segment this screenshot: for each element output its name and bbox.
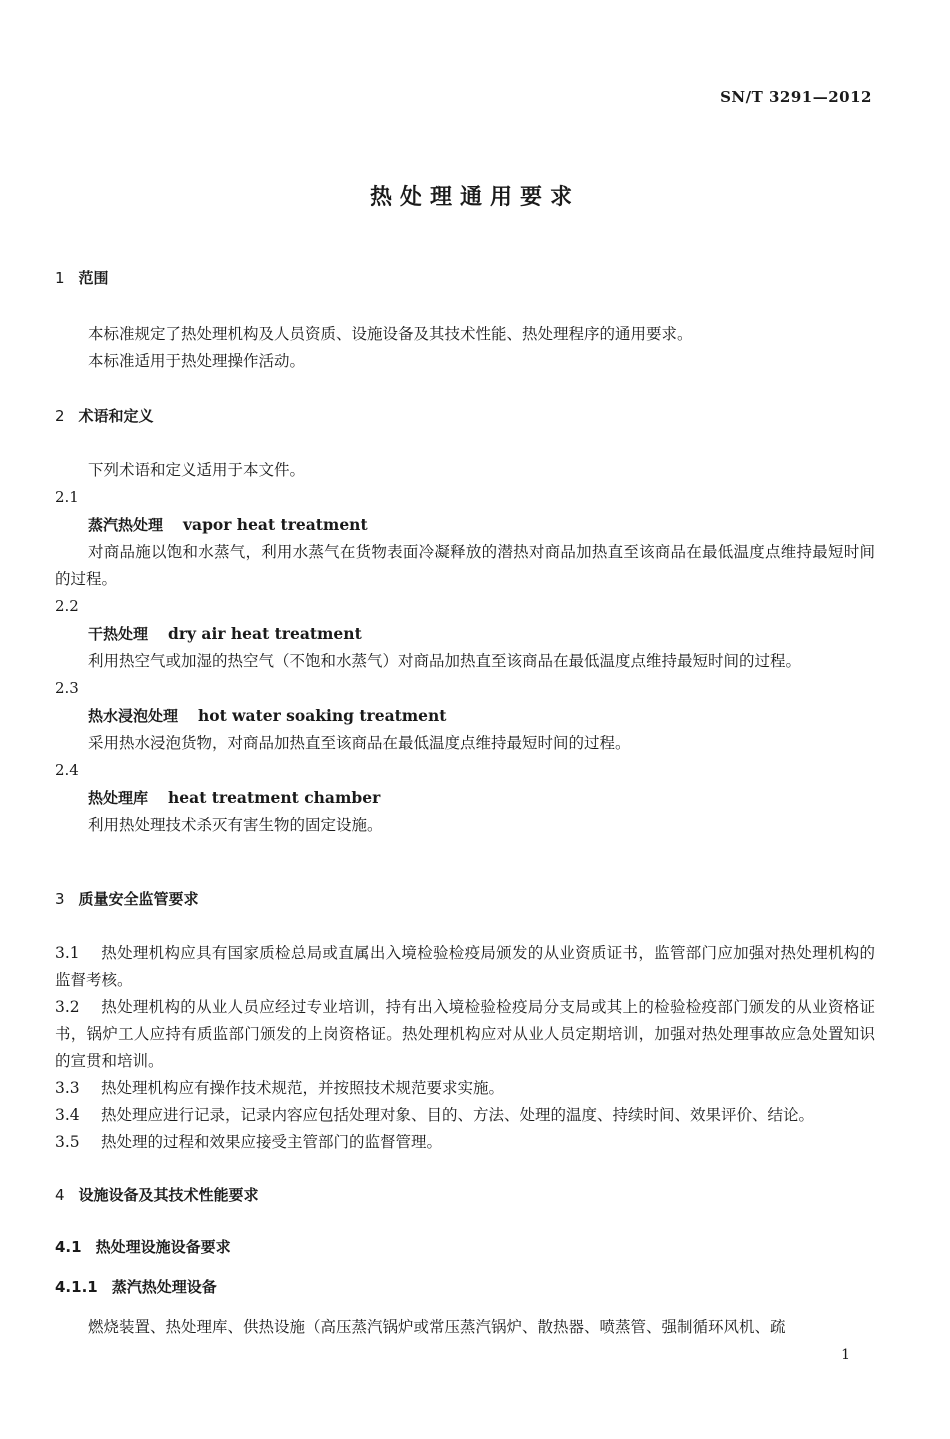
section-title: 范围 [78, 269, 109, 287]
section-2-heading [55, 403, 875, 430]
term-entry [55, 784, 875, 812]
clause-text: 热处理应进行记录，记录内容应包括处理对象、目的、方法、处理的温度、持续时间、效果评价、结论。 [101, 1106, 815, 1124]
page-number: 1 [841, 1347, 850, 1363]
section-number: 4 [55, 1186, 65, 1204]
section-4-1-1-heading [55, 1274, 875, 1301]
standard-code: SN/T 3291—2012 [720, 88, 872, 106]
clause [55, 1075, 875, 1102]
term-en: vapor heat treatment [183, 515, 368, 534]
term-zh: 热处理库 [88, 789, 149, 807]
document-title: 热处理通用要求 [369, 185, 580, 210]
term-definition: 对商品施以饱和水蒸气，利用水蒸气在货物表面冷凝释放的潜热对商品加热直至该商品在最低温度点维持最短时间的过程。 [55, 543, 875, 588]
section-3-body [55, 940, 875, 1156]
section-number: 4.1 [55, 1238, 82, 1256]
section-number: 4.1.1 [55, 1278, 98, 1296]
clause-text: 热处理机构应有操作技术规范，并按照技术规范要求实施。 [101, 1079, 505, 1097]
term-entry [55, 702, 875, 730]
term-zh: 蒸汽热处理 [88, 516, 164, 534]
clause-number: 3.5 [55, 1133, 80, 1151]
section-4-heading [55, 1182, 875, 1209]
section-title: 术语和定义 [78, 407, 154, 425]
term-en: hot water soaking treatment [198, 706, 447, 725]
term-definition: 利用热处理技术杀灭有害生物的固定设施。 [88, 816, 383, 834]
clause [55, 940, 875, 994]
section-1-body [55, 321, 875, 375]
clause [55, 994, 875, 1075]
section-number: 1 [55, 269, 65, 287]
term-number: 2.2 [55, 597, 79, 615]
section-4-1-heading [55, 1234, 875, 1261]
term-en: dry air heat treatment [168, 624, 362, 643]
clause-number: 3.4 [55, 1106, 80, 1124]
paragraph: 本标准规定了热处理机构及人员资质、设施设备及其技术性能、热处理程序的通用要求。 [88, 325, 693, 343]
clause-number: 3.1 [55, 944, 80, 962]
clause-number: 3.3 [55, 1079, 80, 1097]
section-2-body [55, 457, 875, 839]
clause-number: 3.2 [55, 998, 80, 1016]
paragraph: 本标准适用于热处理操作活动。 [88, 352, 306, 370]
term-en: heat treatment chamber [168, 788, 381, 807]
section-number: 3 [55, 890, 65, 908]
section-4-body [55, 1314, 875, 1341]
section-title: 质量安全监管要求 [78, 890, 199, 908]
term-number: 2.4 [55, 761, 79, 779]
term-entry [55, 511, 875, 539]
term-definition: 采用热水浸泡货物，对商品加热直至该商品在最低温度点维持最短时间的过程。 [88, 734, 631, 752]
clause-text: 热处理机构的从业人员应经过专业培训，持有出入境检验检疫局分支局或其上的检验检疫部门颁发的从业资格证书，锅炉工人应持有质监部门颁发的上岗资格证。热处理机构应对从业人员定期培训，加强对热处理事故应急处置知识的宣贯和培训。 [55, 998, 875, 1070]
term-entry [55, 620, 875, 648]
section-title: 热处理设施设备要求 [95, 1238, 231, 1256]
section-title: 设施设备及其技术性能要求 [78, 1186, 259, 1204]
clause-text: 热处理的过程和效果应接受主管部门的监督管理。 [101, 1133, 443, 1151]
term-zh: 热水浸泡处理 [88, 707, 179, 725]
term-definition: 利用热空气或加湿的热空气（不饱和水蒸气）对商品加热直至该商品在最低温度点维持最短时间的过程。 [88, 652, 802, 670]
term-number: 2.1 [55, 488, 79, 506]
clause [55, 1129, 875, 1156]
section-number: 2 [55, 407, 65, 425]
term-number: 2.3 [55, 679, 79, 697]
clause [55, 1102, 875, 1129]
paragraph: 下列术语和定义适用于本文件。 [88, 461, 306, 479]
paragraph: 燃烧装置、热处理库、供热设施（高压蒸汽锅炉或常压蒸汽锅炉、散热器、喷蒸管、强制循环风机、疏 [88, 1318, 786, 1336]
section-3-heading [55, 886, 875, 913]
section-1-heading [55, 265, 875, 292]
term-zh: 干热处理 [88, 625, 149, 643]
section-title: 蒸汽热处理设备 [111, 1278, 217, 1296]
clause-text: 热处理机构应具有国家质检总局或直属出入境检验检疫局颁发的从业资质证书，监管部门应加强对热处理机构的监督考核。 [55, 944, 875, 989]
